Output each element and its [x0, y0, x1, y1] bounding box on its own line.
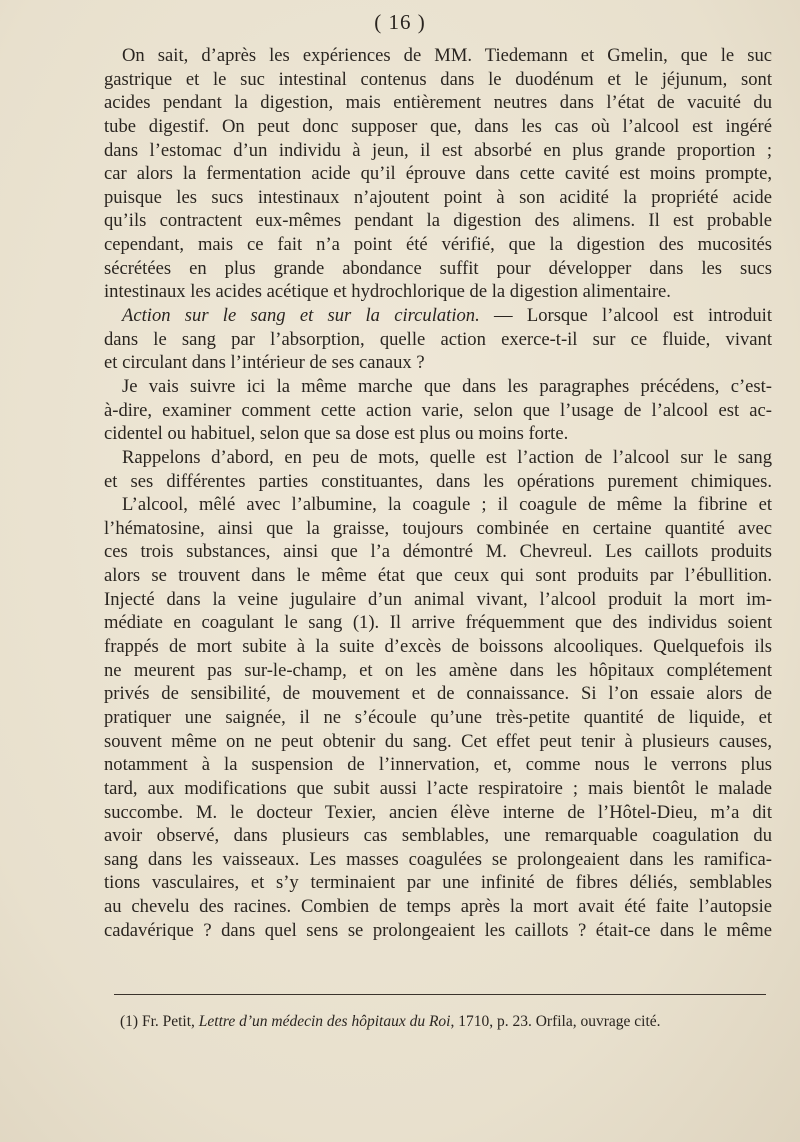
text-line: frappés de mort subite à la suite d’excès de boissons alcooliques. Quelquefois ils — [104, 636, 772, 658]
text-line: notamment à la suspension de l’innervation, et, comme nous le verrons plus — [104, 754, 772, 776]
text-line: intestinaux les acides acétique et hydrochlorique de la digestion alimentaire. — [104, 281, 671, 303]
page-number: ( 16 ) — [374, 10, 426, 34]
text-line: tard, aux modifications que subit aussi l’acte respiratoire ; mais bientôt le malade — [104, 777, 772, 799]
footnote — [120, 1013, 760, 1031]
text-line: Rappelons d’abord, en peu de mots, quelle est l’action de l’alcool sur le sang — [122, 446, 772, 468]
footnote-title: Lettre d’un médecin des hôpitaux du Roi — [198, 1013, 451, 1030]
text-line: dans l’estomac d’un individu à jeun, il est absorbé en plus grande proportion ; — [104, 139, 772, 161]
text-line: gastrique et le suc intestinal contenus dans le duodénum et le jéjunum, sont — [104, 68, 772, 90]
text-line: médiate en coagulant le sang (1). Il arrive fréquemment que des individus soient — [104, 612, 772, 634]
text-line: dans le sang par l’absorption, quelle action exerce-t-il sur ce fluide, vivant — [104, 328, 772, 350]
text-line: cependant, mais ce fait n’a point été vérifié, que la digestion des mucosités — [104, 234, 772, 256]
text-line: l’hématosine, ainsi que la graisse, toujours combinée en certaine quantité avec — [104, 517, 772, 539]
text-line: puisque les sucs intestinaux n’ajoutent point à son acidité la propriété acide — [104, 186, 772, 208]
text-line: au chevelu des racines. Combien de temps après la mort avait été faite l’autopsie — [104, 896, 772, 918]
text-line: tube digestif. On peut donc supposer que, dans les cas où l’alcool est ingéré — [104, 115, 772, 137]
text-line: et ses différentes parties constituantes, dans les opérations purement chimiques. — [104, 470, 772, 492]
footnote-rule — [114, 994, 766, 995]
footnote-rest: , 1710, p. 23. Orfila, ouvrage cité. — [450, 1013, 661, 1030]
text-line: et circulant dans l’intérieur de ses canaux ? — [104, 352, 425, 374]
text-line: cadavérique ? dans quel sens se prolongeaient les caillots ? était-ce dans le même — [104, 919, 772, 941]
paragraph — [104, 375, 772, 446]
text-line: Injecté dans la veine jugulaire d’un animal vivant, l’alcool produit la mort im- — [104, 588, 772, 610]
paragraph — [104, 304, 772, 375]
text-line: avoir observé, dans plusieurs cas semblables, une remarquable coagulation du — [104, 825, 772, 847]
text-run: — Lorsque l’alcool est introduit — [479, 305, 772, 327]
text-line: tions vasculaires, et s’y terminaient par une infinité de fibres déliés, semblables — [104, 872, 772, 894]
text-line: L’alcool, mêlé avec l’albumine, la coagule ; il coagule de même la fibrine et — [122, 494, 772, 516]
text-line: alors se trouvent dans le même état que ceux qui sont produits par l’ébullition. — [104, 565, 772, 587]
footnote-marker: (1) Fr. Petit, — [120, 1013, 199, 1030]
text-line: privés de sensibilité, de mouvement et de connaissance. Si l’on essaie alors de — [104, 683, 772, 705]
text-line: pratiquer une saignée, il ne s’écoule qu’une très-petite quantité de liquide, et — [104, 706, 772, 728]
text-line: ces trois substances, ainsi que l’a démontré M. Chevreul. Les caillots produits — [104, 541, 772, 563]
paragraph — [104, 44, 772, 304]
text-line: On sait, d’après les expériences de MM. Tiedemann et Gmelin, que le suc — [122, 45, 772, 66]
section-heading: Action sur le sang et sur la circulation. — [122, 305, 480, 327]
body-text — [104, 44, 772, 942]
text-line: acides pendant la digestion, mais entièrement neutres dans l’état de vacuité du — [104, 92, 772, 114]
text-line — [104, 304, 772, 328]
paragraph — [104, 446, 772, 493]
paragraph — [104, 493, 772, 942]
text-line: succombe. M. le docteur Texier, ancien élève interne de l’Hôtel-Dieu, m’a dit — [104, 801, 772, 823]
text-line: cidentel ou habituel, selon que sa dose est plus ou moins forte. — [104, 423, 569, 445]
text-line: sang dans les vaisseaux. Les masses coagulées se prolongeaient dans les ramifica- — [104, 848, 772, 870]
text-line: ne meurent pas sur-le-champ, et on les amène dans les hôpitaux complétement — [104, 659, 772, 681]
text-line: Je vais suivre ici la même marche que dans les paragraphes précédens, c’est- — [122, 375, 772, 397]
text-line: sécrétées en plus grande abondance suffit pour développer dans les sucs — [104, 257, 772, 279]
text-line: qu’ils contractent eux-mêmes pendant la digestion des alimens. Il est probable — [104, 210, 772, 232]
text-line: à-dire, examiner comment cette action varie, selon que l’usage de l’alcool est ac- — [104, 399, 772, 421]
text-line: car alors la fermentation acide qu’il éprouve dans cette cavité est moins prompte, — [104, 163, 772, 185]
text-line: souvent même on ne peut obtenir du sang. Cet effet peut tenir à plusieurs causes, — [104, 730, 772, 752]
